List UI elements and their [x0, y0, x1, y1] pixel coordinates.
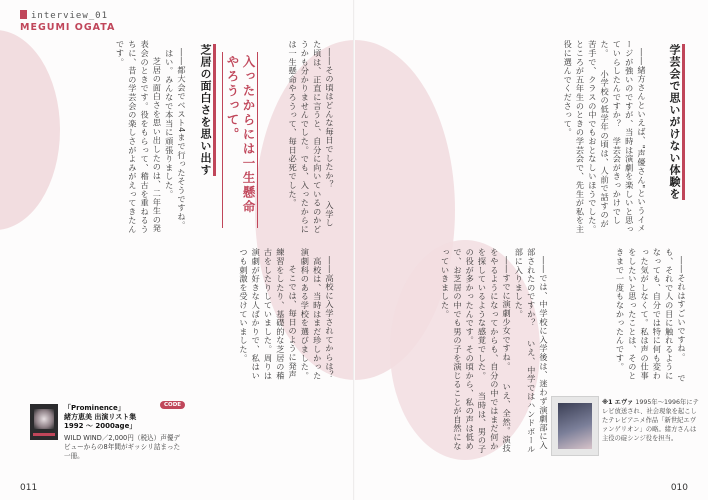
book-cover-image [30, 404, 58, 440]
right-paragraph: ――それはすごいですね。 でも、それで人の目に触れるようになっても、自分では特に何も変わった気がしなくて。私は声の仕事をしたいと思ったことは、そのときまで一度もなかったんです。 [615, 248, 687, 383]
left-column-2 [20, 40, 188, 236]
right-column-3 [380, 248, 550, 458]
book-badge: CODE [160, 401, 185, 409]
book-cover-art [34, 409, 54, 429]
right-paragraph: ――では、中学校に入学後は、迷わず演劇部に入部されたのですか？ いえ、中学ではハンドボール部に入りました。 [514, 248, 549, 454]
left-section-heading [197, 44, 216, 224]
left-paragraph: ――都大会でベスト4まで行ったそうですね。 はい。みんなで本当に頑張りました。 [164, 40, 187, 230]
pull-quote: 入ったからには一生懸命やろうって。 [222, 52, 258, 228]
left-paragraph: そこでは、毎日のように発声練習をしたり、基礎的な芝居の稽古をしたりしていました。周りは演劇が好きな人ばかりで、私はいつも刺激を受けていました。 [238, 248, 299, 380]
footnote-number: ※1 [602, 399, 613, 406]
right-column-1 [380, 40, 648, 236]
footnote-text: 1995年～1996年にテレビ放送され、社会現象を起こしたテレビアニメ作品「新世紀エヴァンゲリオン」の略。緒方さんは主役の碇シンジ役を担当。 [602, 399, 699, 442]
right-heading-text: 学芸会で思いがけない体験を [666, 44, 685, 200]
footnote-name: エヴァ [614, 399, 634, 406]
interviewee-name: MEGUMI OGATA [20, 22, 116, 33]
left-column-3 [30, 248, 336, 388]
left-paragraph: 芝居の面白さを思い出したのは、二年生の発表会のときです。役をもらって、稽古を重ねるうちに、昔の学芸会の楽しさがよみがえってきたんです。 [115, 40, 163, 234]
eva-photo [551, 396, 599, 456]
right-column-2 [560, 248, 688, 386]
book-title: 「Prominence」 緒方恵美 出演リスト集 1992 ～ 2000age」 [64, 404, 137, 430]
right-paragraph: ――すでに演劇少女ですね。 いえ、全然。演技をやるようになってからも、自分の中ではまだ何かを探しているような感覚でした。 当時は、男の子の役が多かったんです。その頃から、私の声は低めで、お芝居の中でも男の子を演じることが自然になっていきました。 [440, 248, 513, 454]
eva-cover-image [558, 403, 592, 449]
interview-label: interview_01 [20, 10, 115, 21]
interview-logo-icon [20, 10, 27, 19]
left-paragraph: ――その頃はどんな毎日でしたか？ 入学した頃は、正直に言うと、自分に向いているのかどうかも分かりませんでした。でも、入ったからには一生懸命やろうって、毎日必死でした。 [288, 40, 335, 234]
page-number-right: 010 [670, 483, 688, 493]
right-paragraph: ――緒方さんといえば、"声優さん"というイメージが強いのですが、当時は演劇を楽しいと思っていらしたんですか？ 学芸会がきっかけでした。 小学校の低学年の頃は、人前で話すのが苦手で、クラスの中でもおとなしいほうでした。ところが五年生のときの学芸会で、先生が私を主役に選んでくださって。 [563, 40, 647, 234]
left-paragraph: ――高校に入学されてからは？ 高校は、当時はまだ珍しかった演劇科のある学校を選びました。 [300, 248, 335, 380]
book-cover-stripe [33, 433, 55, 436]
left-heading-text: 芝居の面白さを思い出す [197, 44, 216, 176]
left-column-1 [248, 40, 336, 236]
page-gutter [353, 0, 355, 500]
book-description: WILD WIND／2,000円（税込）声優デビューからの8年間がギッシリ詰まった一冊。 [64, 434, 181, 460]
page-number-left: 011 [20, 483, 38, 493]
right-footnote [602, 398, 700, 443]
interview-header [20, 10, 115, 33]
book-info [64, 404, 184, 461]
